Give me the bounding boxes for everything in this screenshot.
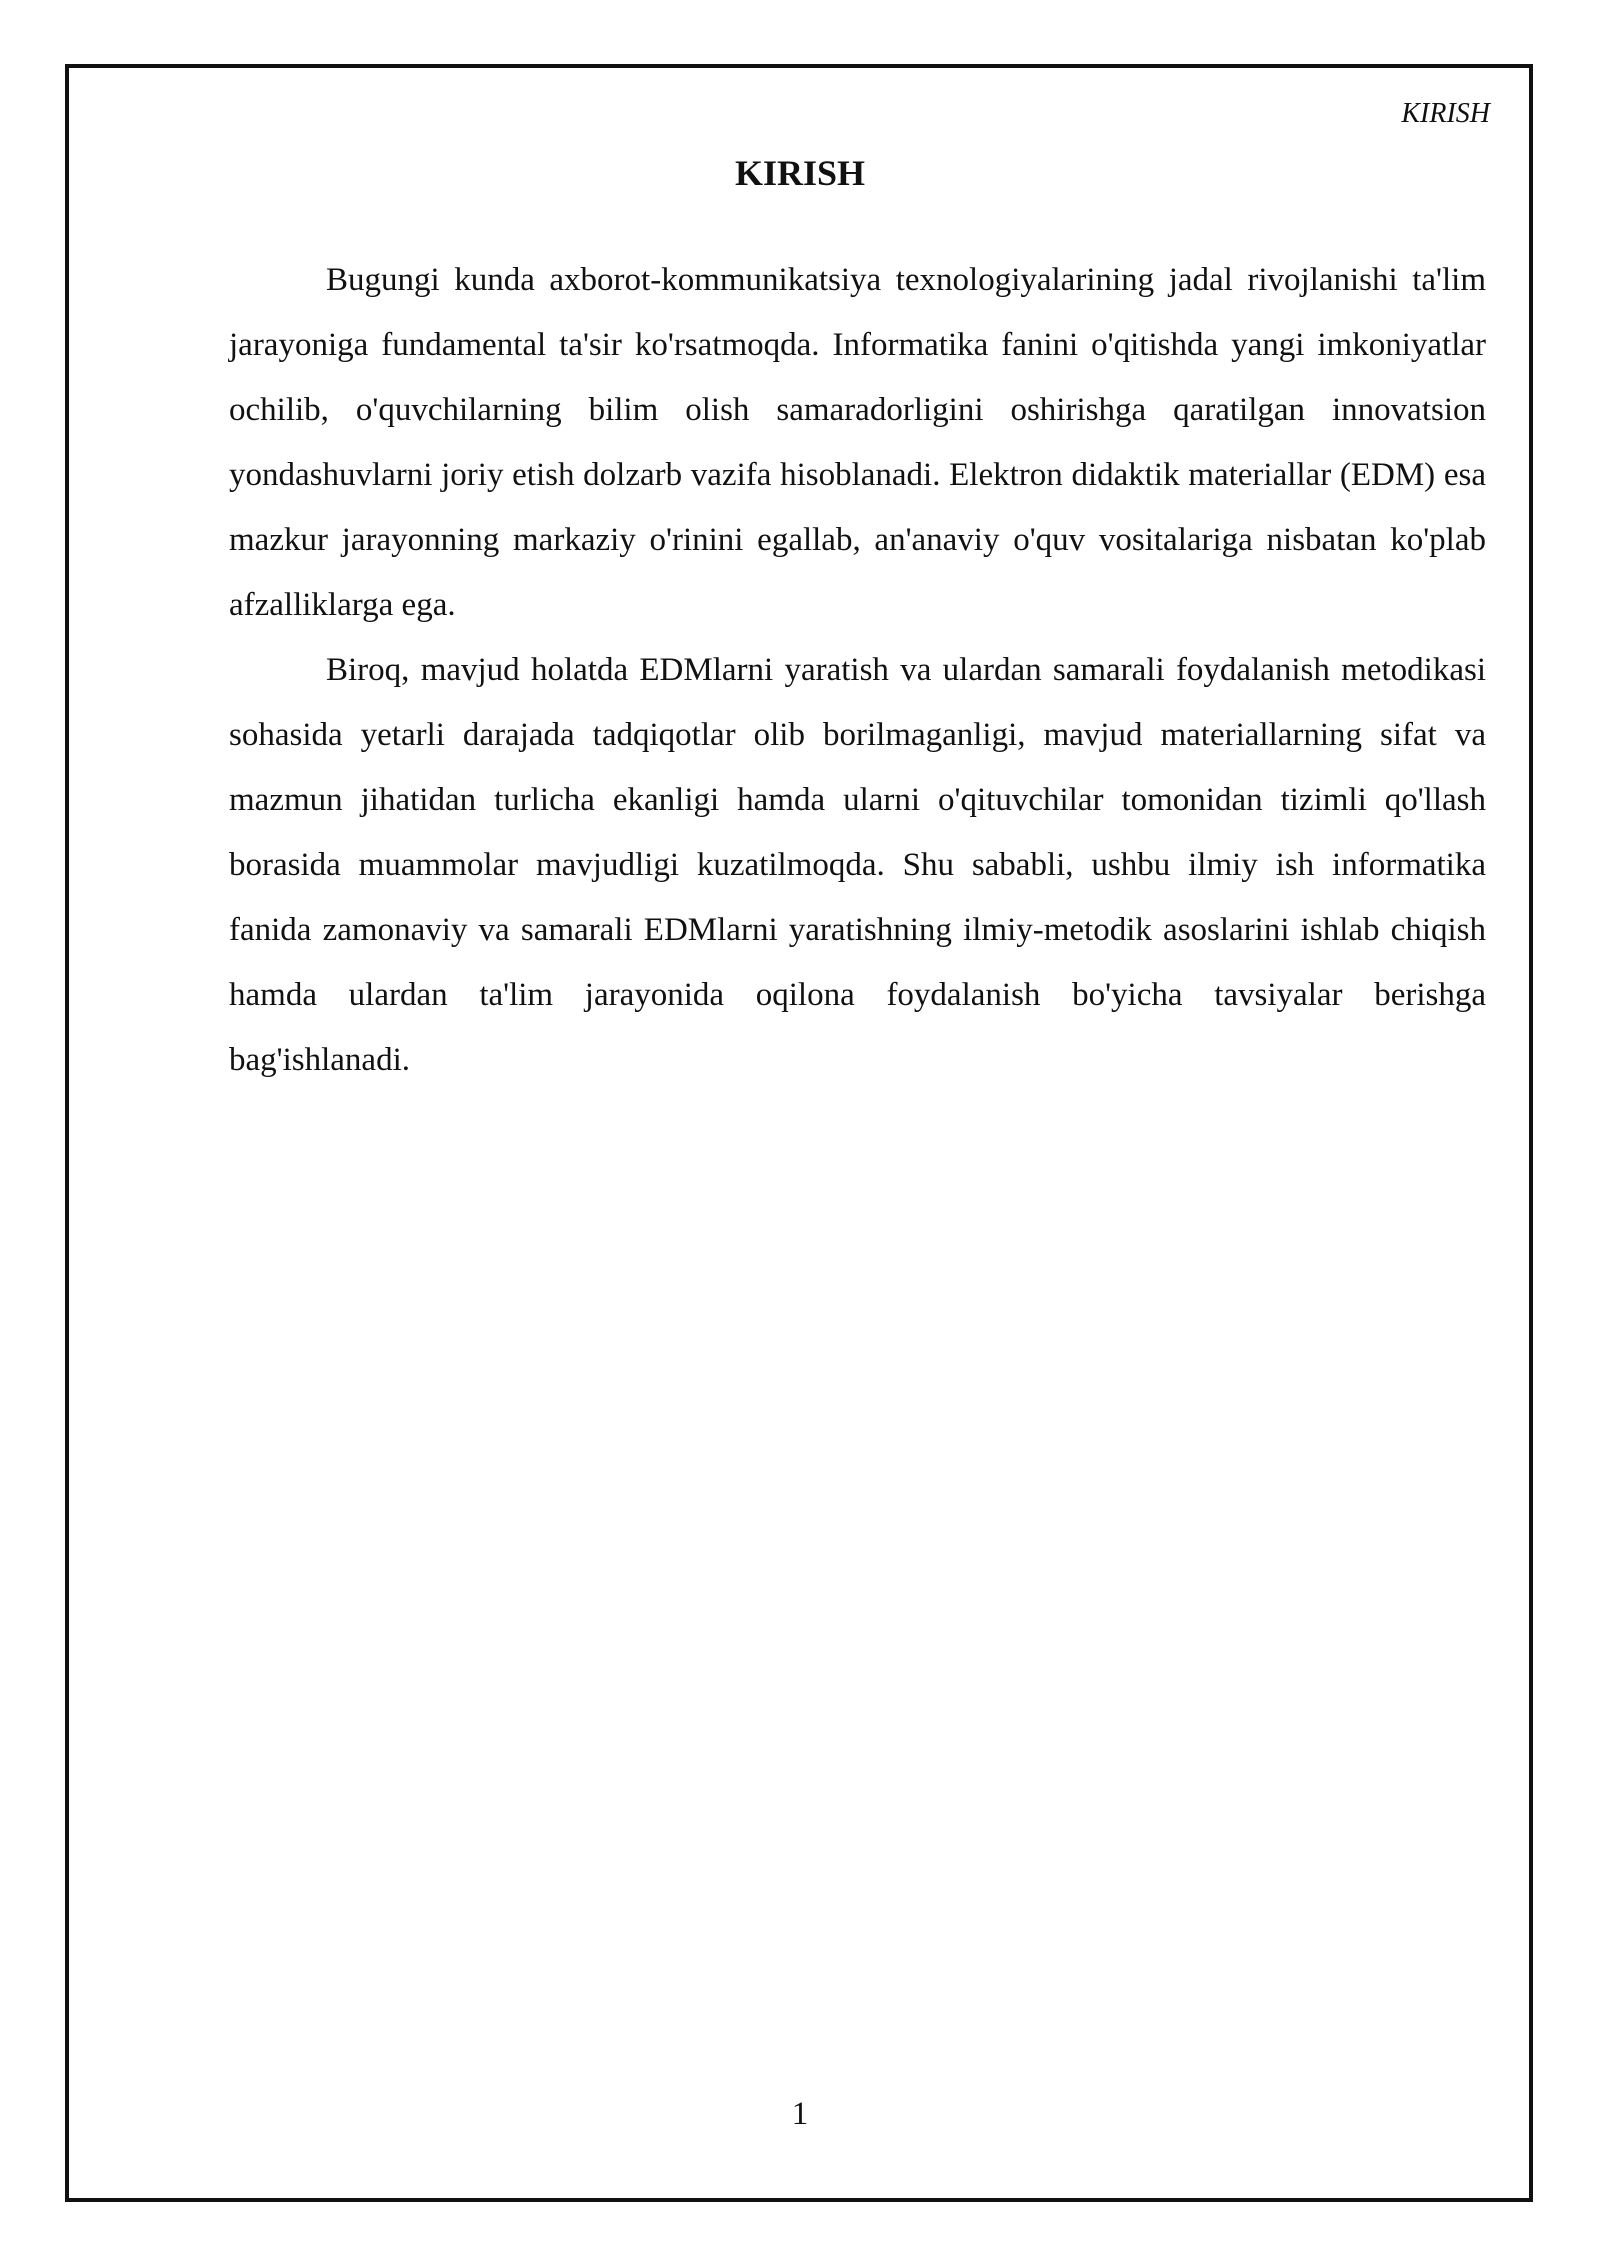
section-title: KIRISH [734,153,866,193]
document-body [229,248,1486,1093]
paragraph-1: Bugungi kunda axborot-kommunikatsiya texnologiyalarining jadal rivojlanishi ta'lim jarayoniga fundamental ta'sir ko'rsatmoqda. Informatika fanini o'qitishda yangi imkoniyatlar ochilib, o'quvchilarning bilim olish samaradorligini oshirishga qaratilgan innovatsion yondashuvlarni joriy etish dolzarb vazifa hisoblanadi. Elektron didaktik materiallar (EDM) esa mazkur jarayonning markaziy o'rinini egallab, an'anaviy o'quv vositalariga nisbatan ko'plab afzalliklarga ega. [229,262,1486,623]
paragraph-2: Biroq, mavjud holatda EDMlarni yaratish va ulardan samarali foydalanish metodikasi sohasida yetarli darajada tadqiqotlar olib borilmaganligi, mavjud materiallarning sifat va mazmun jihatidan turlicha ekanligi hamda ularni o'qituvchilar tomonidan tizimli qo'llash borasida muammolar mavjudligi kuzatilmoqda. Shu sababli, ushbu ilmiy ish informatika fanida zamonaviy va samarali EDMlarni yaratishning ilmiy-metodik asoslarini ishlab chiqish hamda ulardan ta'lim jarayonida oqilona foydalanish bo'yicha tavsiyalar berishga bag'ishlanadi. [229,652,1486,1078]
running-header: KIRISH [1401,98,1490,129]
page-number: 1 [791,2096,809,2132]
